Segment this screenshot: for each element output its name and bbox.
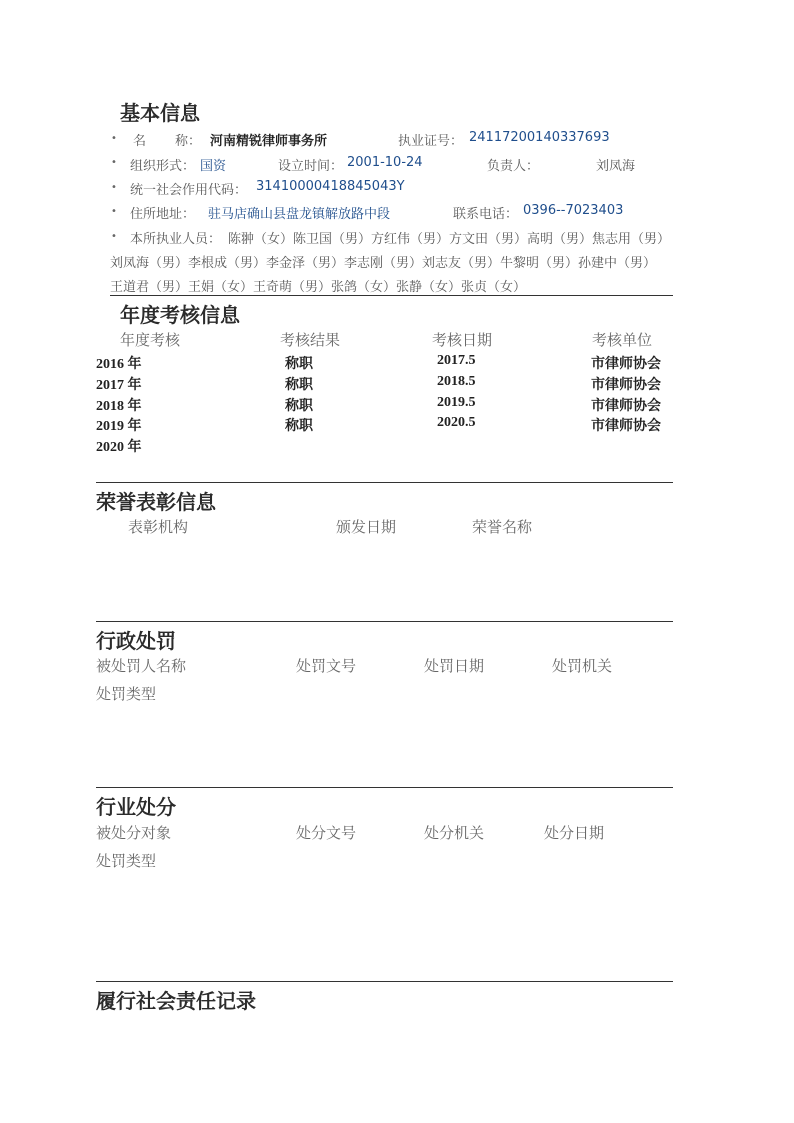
review-unit: 市律师协会	[591, 399, 661, 414]
address-label: 住所地址：	[130, 207, 196, 222]
phone-label: 联系电话：	[453, 207, 519, 222]
basic-info-title: 基本信息	[120, 101, 200, 125]
column-header-penalty-doc-no: 处罚文号	[296, 657, 357, 675]
review-date: 2018.5	[437, 374, 476, 389]
social-responsibility-title: 履行社会责任记录	[96, 989, 256, 1013]
review-result: 称职	[285, 399, 313, 414]
column-header-honor-org: 表彰机构	[128, 518, 189, 536]
review-year: 2018 年	[96, 399, 142, 414]
org-form-label: 组织形式：	[130, 159, 196, 174]
review-date: 2019.5	[437, 395, 476, 410]
name-label-part1: 名	[133, 134, 147, 149]
review-result: 称职	[285, 419, 313, 434]
phone-value: 0396--7023403	[523, 203, 624, 218]
column-header-year: 年度考核	[120, 331, 181, 349]
firm-name-value: 河南精锐律师事务所	[210, 134, 328, 149]
license-label: 执业证号：	[398, 134, 464, 149]
founded-value: 2001-10-24	[347, 155, 423, 170]
column-header-unit: 考核单位	[592, 331, 653, 349]
section-divider	[96, 482, 673, 483]
review-unit: 市律师协会	[591, 378, 661, 393]
column-header-discipline-authority: 处分机关	[424, 824, 485, 842]
review-year: 2016 年	[96, 357, 142, 372]
bullet: •	[111, 206, 117, 217]
review-unit: 市律师协会	[591, 419, 661, 434]
industry-penalty-title: 行业处分	[96, 795, 176, 819]
section-divider	[96, 621, 673, 622]
head-value: 刘凤海	[596, 159, 636, 174]
staff-list-line-2: 刘凤海（男）李根成（男）李金泽（男）李志刚（男）刘志友（男）牛黎明（男）孙建中（男）	[110, 256, 657, 271]
staff-list-line-1: 陈翀（女）陈卫国（男）方红伟（男）方文田（男）高明（男）焦志用（男）	[228, 232, 671, 247]
review-year: 2019 年	[96, 419, 142, 434]
address-value: 驻马店确山县盘龙镇解放路中段	[208, 207, 391, 222]
section-divider	[110, 295, 673, 296]
bullet: •	[111, 182, 117, 193]
bullet: •	[111, 231, 117, 242]
column-header-discipline-type: 处罚类型	[96, 852, 157, 870]
review-result: 称职	[285, 357, 313, 372]
column-header-discipline-doc-no: 处分文号	[296, 824, 357, 842]
honor-title: 荣誉表彰信息	[96, 490, 216, 514]
section-divider	[96, 787, 673, 788]
staff-list-line-3: 王道君（男）王娟（女）王奇萌（男）张鸽（女）张静（女）张贞（女）	[110, 280, 527, 295]
column-header-date: 考核日期	[432, 331, 493, 349]
column-header-penalty-authority: 处罚机关	[552, 657, 613, 675]
review-date: 2017.5	[437, 353, 476, 368]
column-header-discipline-date: 处分日期	[544, 824, 605, 842]
bullet: •	[111, 157, 117, 168]
name-label-part2: 称：	[175, 134, 202, 149]
credit-code-value: 31410000418845043Y	[256, 179, 405, 194]
review-year: 2017 年	[96, 378, 142, 393]
column-header-honor-date: 颁发日期	[336, 518, 397, 536]
column-header-penalty-date: 处罚日期	[424, 657, 485, 675]
review-unit: 市律师协会	[591, 357, 661, 372]
org-form-value: 国资	[200, 159, 227, 174]
review-year: 2020 年	[96, 440, 142, 455]
credit-code-label: 统一社会作用代码：	[130, 183, 248, 198]
review-date: 2020.5	[437, 415, 476, 430]
annual-review-title: 年度考核信息	[120, 303, 240, 327]
admin-penalty-title: 行政处罚	[96, 629, 176, 653]
bullet: •	[111, 133, 117, 144]
head-label: 负责人：	[487, 159, 540, 174]
section-divider	[96, 981, 673, 982]
review-result: 称职	[285, 378, 313, 393]
column-header-honor-name: 荣誉名称	[472, 518, 533, 536]
staff-label: 本所执业人员：	[130, 232, 222, 247]
column-header-result: 考核结果	[280, 331, 341, 349]
column-header-penalty-type: 处罚类型	[96, 685, 157, 703]
column-header-penalized-name: 被处罚人名称	[96, 657, 187, 675]
column-header-disciplined-target: 被处分对象	[96, 824, 172, 842]
license-value: 24117200140337693	[469, 130, 610, 145]
founded-label: 设立时间：	[278, 159, 344, 174]
